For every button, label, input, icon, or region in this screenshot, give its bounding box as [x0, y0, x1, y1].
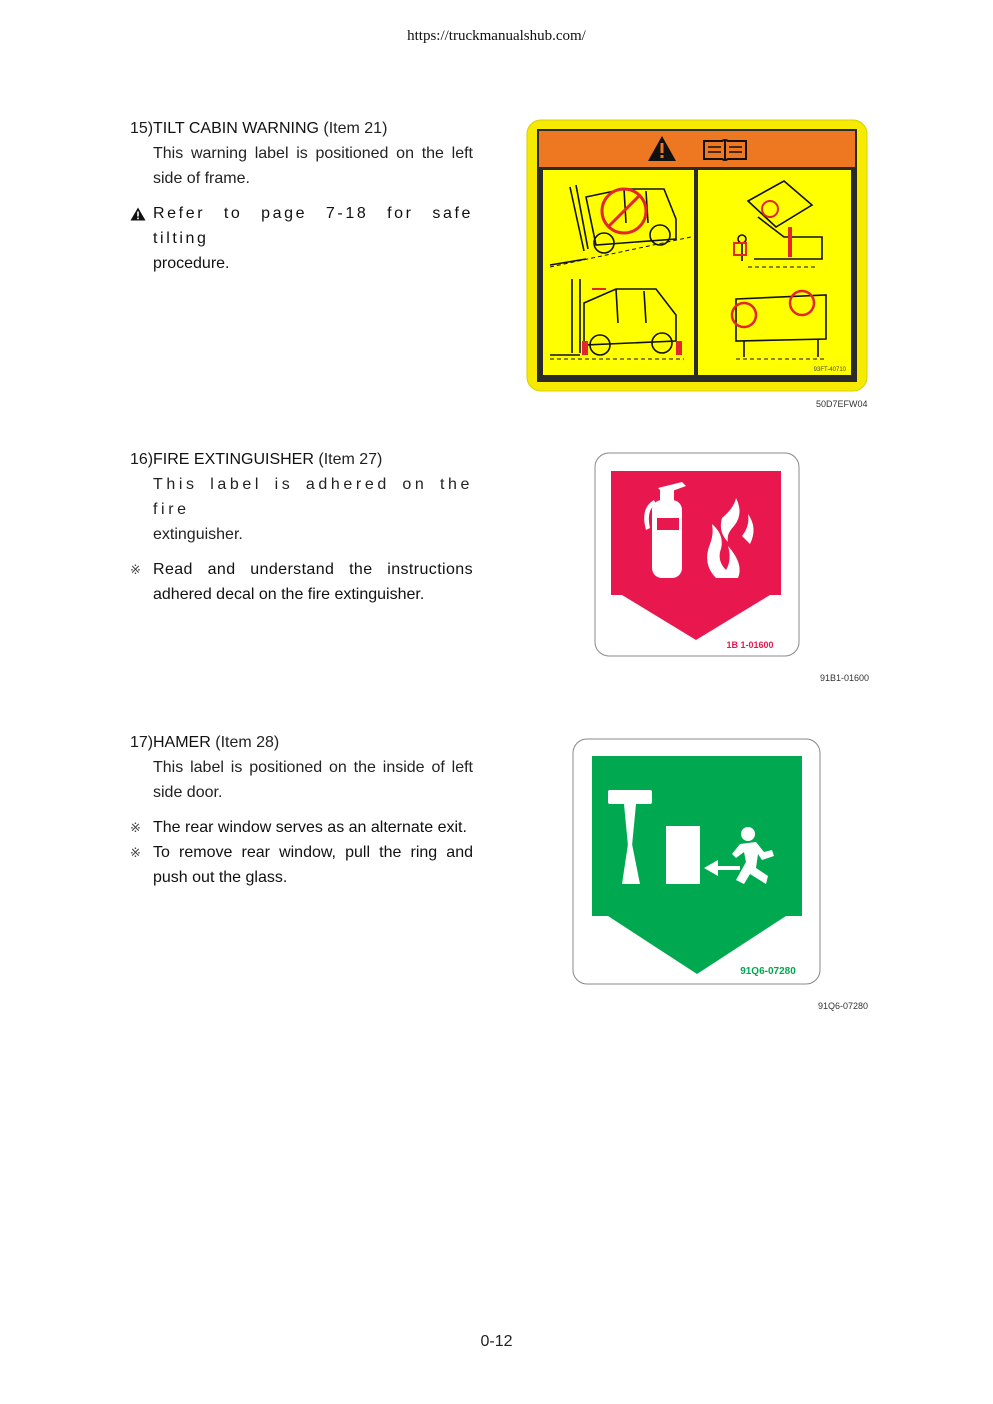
section-number: 15)	[130, 120, 154, 137]
section-title: FIRE EXTINGUISHER	[153, 451, 314, 468]
section-body-line1: This label is adhered on the fire	[153, 476, 473, 518]
decal-code: 91Q6-07280	[740, 966, 796, 977]
section-fire-extinguisher	[130, 447, 473, 607]
section-title-line	[153, 730, 279, 755]
figure-caption: 91Q6-07280	[818, 1001, 869, 1011]
page-number: 0-12	[480, 1333, 513, 1350]
item-ref: (Item 28)	[215, 734, 280, 751]
section-number: 16)	[130, 451, 154, 468]
removal-note	[130, 840, 473, 890]
note-text-line2: procedure.	[153, 255, 230, 272]
instruction-note	[130, 557, 473, 607]
figure-caption: 91B1-01600	[820, 673, 870, 683]
section-hamer	[130, 730, 473, 890]
section-title-line	[153, 116, 387, 141]
reference-mark: ※	[130, 820, 141, 835]
section-tilt-cabin-warning	[130, 116, 473, 276]
hammer-exit-decal	[572, 738, 822, 991]
item-ref: (Item 21)	[323, 120, 388, 137]
figure-caption: 50D7EFW04	[816, 399, 868, 409]
decal-code: 93FT-40710	[813, 367, 846, 373]
fire-extinguisher-decal	[594, 452, 800, 663]
note-text: The rear window serves as an alternate exit.	[153, 819, 467, 836]
section-body-line2: extinguisher.	[153, 526, 243, 543]
section-body: This label is positioned on the inside of left side door.	[153, 759, 473, 801]
section-title: HAMER	[153, 734, 211, 751]
reference-mark: ※	[130, 845, 141, 860]
note-text-line2: adhered decal on the fire extinguisher.	[153, 586, 425, 603]
section-heading	[130, 116, 473, 141]
section-title: TILT CABIN WARNING	[153, 120, 319, 137]
source-url: https://truckmanualshub.com/	[407, 28, 586, 44]
section-body: This warning label is positioned on the left side of frame.	[153, 145, 473, 187]
exit-note	[130, 815, 473, 840]
section-number: 17)	[130, 734, 154, 751]
decal-code: 1B 1-01600	[726, 640, 774, 650]
item-ref: (Item 27)	[318, 451, 383, 468]
warning-note	[130, 201, 473, 276]
note-text-line1: Refer to page 7-18 for safe tilting	[153, 205, 473, 247]
section-heading	[130, 447, 473, 472]
warning-triangle-icon	[130, 201, 153, 226]
note-text: To remove rear window, pull the ring and push out the glass.	[153, 844, 473, 886]
reference-mark: ※	[130, 562, 141, 577]
note-text-line1: Read and understand the instructions	[153, 561, 473, 578]
tilt-cabin-warning-decal	[526, 119, 868, 397]
section-title-line	[153, 447, 382, 472]
section-heading	[130, 730, 473, 755]
